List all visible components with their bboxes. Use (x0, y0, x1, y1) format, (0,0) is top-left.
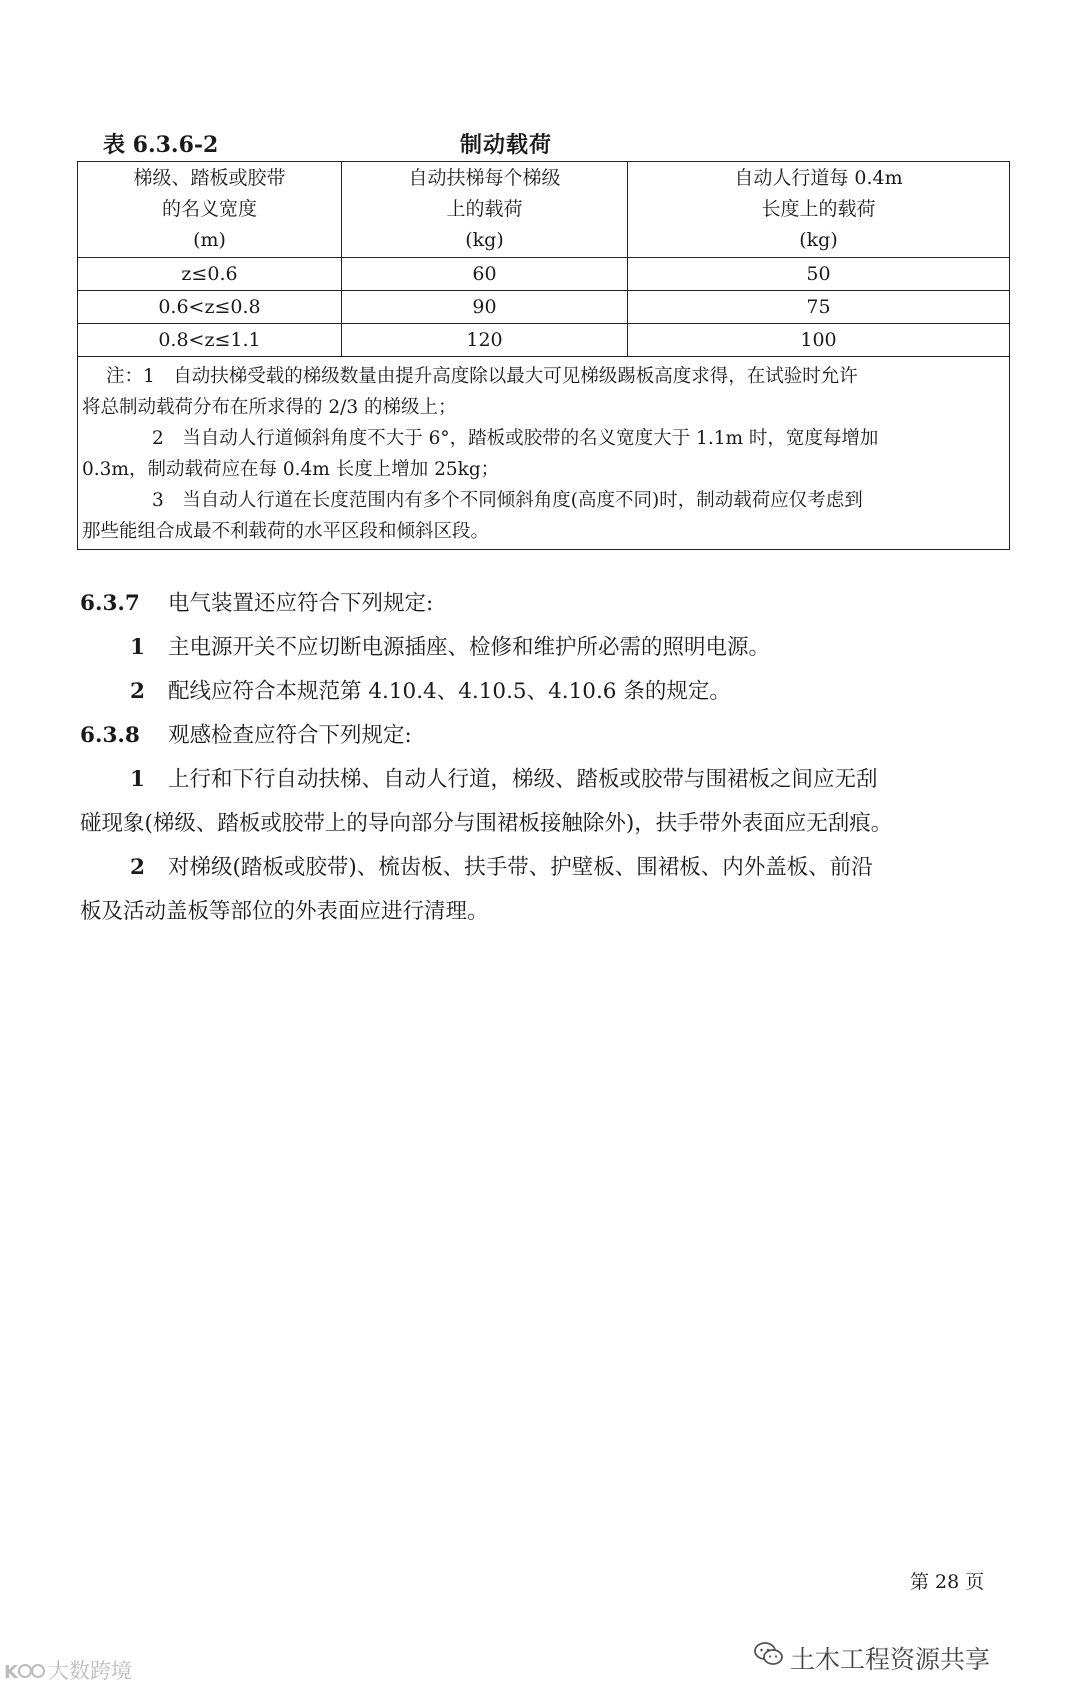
page-number: 第 28 页 (910, 1571, 985, 1593)
table-cell: 0.8<z≤1.1 (78, 324, 342, 357)
table-cell: 90 (342, 291, 628, 324)
logo-icon (4, 1658, 46, 1684)
note-line: 2 当自动人行道倾斜角度不大于 6°，踏板或胶带的名义宽度大于 1.1m 时，宽度每增加 (152, 428, 879, 449)
section-6-3-7-item-1 (80, 626, 1010, 670)
item-number: 2 (130, 855, 145, 880)
table-cell: 100 (628, 324, 1010, 357)
section-6-3-7-item-2 (80, 670, 1010, 714)
note-line: 将总制动载荷分布在所求得的 2/3 的梯级上； (82, 397, 457, 418)
table-notes (78, 357, 1010, 550)
wechat-icon (754, 1641, 784, 1667)
table-row (78, 291, 1010, 324)
header-cell: 自动人行道每 0.4m 长度上的载荷 (kg) (628, 162, 1010, 258)
item-number: 1 (130, 767, 145, 792)
svg-text:K: K (4, 1662, 18, 1683)
section-heading: 电气装置还应符合下列规定: (168, 591, 434, 616)
table-cell: 120 (342, 324, 628, 357)
item-text: 主电源开关不应切断电源插座、检修和维护所必需的照明电源。 (168, 635, 771, 660)
brake-load-table (77, 161, 1010, 550)
table-header-row (78, 162, 1010, 258)
table-row (78, 324, 1010, 357)
section-heading: 观感检查应符合下列规定: (168, 723, 412, 748)
item-text: 配线应符合本规范第 4.10.4、4.10.5、4.10.6 条的规定。 (168, 679, 731, 704)
item-text: 碰现象(梯级、踏板或胶带上的导向部分与围裙板接触除外)，扶手带外表面应无刮痕。 (80, 811, 893, 836)
section-6-3-8-item-1-cont (80, 802, 1010, 846)
section-6-3-8-item-2 (80, 846, 1010, 890)
section-number: 6.3.7 (80, 591, 140, 616)
note-line: 0.3m，制动载荷应在每 0.4m 长度上增加 25kg； (82, 459, 500, 480)
item-number: 1 (130, 635, 145, 660)
table-cell: z≤0.6 (78, 258, 342, 291)
table-row (78, 258, 1010, 291)
header-cell: 自动扶梯每个梯级 上的载荷 (kg) (342, 162, 628, 258)
table-caption (103, 128, 1033, 158)
table-cell: 50 (628, 258, 1010, 291)
table-title: 制动载荷 (460, 132, 553, 158)
note-line: 注：1 自动扶梯受载的梯级数量由提升高度除以最大可见梯级踢板高度求得，在试验时允许 (106, 366, 858, 387)
watermark-account: 土木工程资源共享 (790, 1645, 991, 1674)
table-cell: 0.6<z≤0.8 (78, 291, 342, 324)
section-6-3-8-item-1 (80, 758, 1010, 802)
table-cell: 60 (342, 258, 628, 291)
note-line: 那些能组合成最不利载荷的水平区段和倾斜区段。 (82, 521, 490, 542)
table-notes-row (78, 357, 1010, 550)
table-number: 表 6.3.6-2 (103, 132, 219, 158)
section-6-3-8-heading (80, 714, 1010, 758)
item-text: 板及活动盖板等部位的外表面应进行清理。 (80, 899, 489, 924)
section-number: 6.3.8 (80, 723, 140, 748)
header-cell: 梯级、踏板或胶带 的名义宽度 (m) (78, 162, 342, 258)
watermark-brand: 大数跨境 (48, 1659, 132, 1683)
note-line: 3 当自动人行道在长度范围内有多个不同倾斜角度(高度不同)时，制动载荷应仅考虑到 (152, 490, 863, 511)
table-cell: 75 (628, 291, 1010, 324)
section-6-3-8-item-2-cont (80, 890, 1010, 934)
section-6-3-7-heading (80, 582, 1010, 626)
item-text: 上行和下行自动扶梯、自动人行道，梯级、踏板或胶带与围裙板之间应无刮 (168, 767, 878, 792)
item-number: 2 (130, 679, 145, 704)
item-text: 对梯级(踏板或胶带)、梳齿板、扶手带、护壁板、围裙板、内外盖板、前沿 (168, 855, 873, 880)
